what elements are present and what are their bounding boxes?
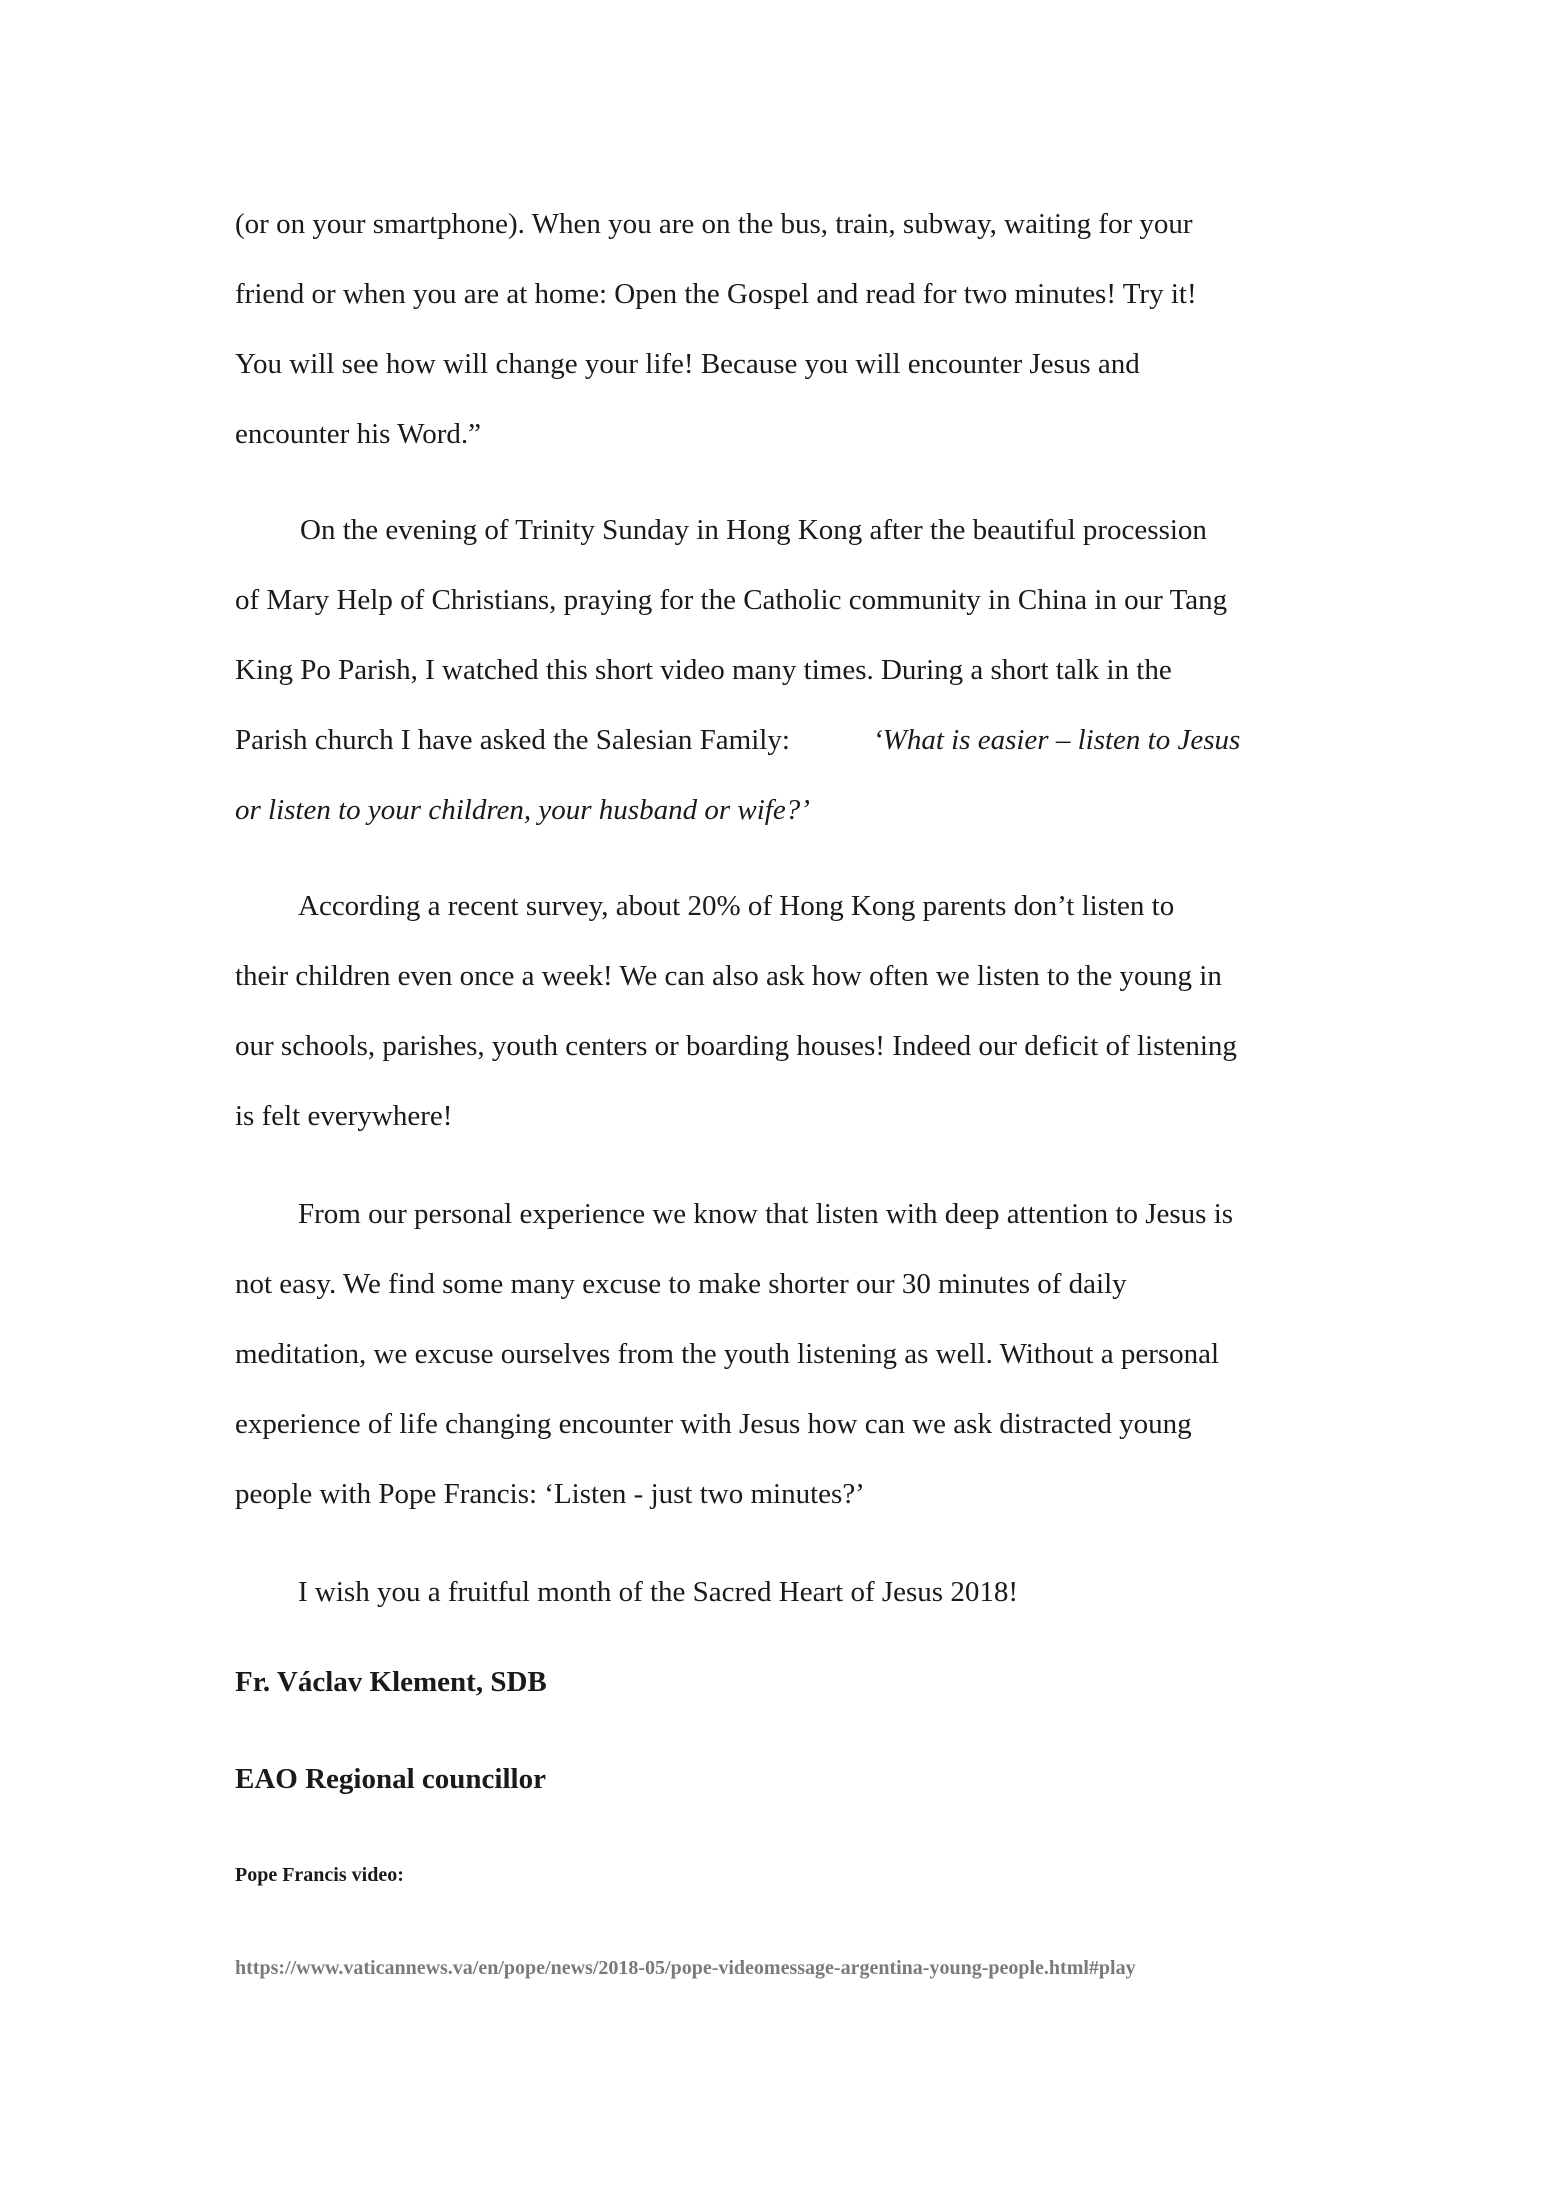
quote-line-4: ‘What is easier – listen to Jesus: [873, 724, 1241, 756]
paragraph-4-line-2: not easy. We find some many excuse to make shorter our 30 minutes of daily: [235, 1268, 1127, 1300]
video-url-link[interactable]: https://www.vaticannews.va/en/pope/news/2018-05/pope-videomessage-argentina-young-people.html#play: [235, 1957, 1136, 1979]
paragraph-2-line-4-text: Parish church I have asked the Salesian Family:: [235, 724, 790, 756]
paragraph-3-line-3: our schools, parishes, youth centers or boarding houses! Indeed our deficit of listening: [235, 1030, 1237, 1062]
paragraph-2-line-2: of Mary Help of Christians, praying for the Catholic community in China in our Tang: [235, 584, 1228, 616]
paragraph-2-line-4: [235, 723, 790, 757]
paragraph-2-line-3: King Po Parish, I watched this short video many times. During a short talk in the: [235, 654, 1172, 686]
paragraph-3-line-1: According a recent survey, about 20% of Hong Kong parents don’t listen to: [298, 890, 1175, 922]
paragraph-3-line-2: their children even once a week! We can also ask how often we listen to the young in: [235, 960, 1222, 992]
paragraph-4-line-5: people with Pope Francis: ‘Listen - just two minutes?’: [235, 1478, 865, 1510]
paragraph-4-line-4: experience of life changing encounter with Jesus how can we ask distracted young: [235, 1408, 1192, 1440]
paragraph-4-line-1: From our personal experience we know that listen with deep attention to Jesus is: [298, 1198, 1234, 1230]
paragraph-1-line-1: (or on your smartphone). When you are on the bus, train, subway, waiting for your: [235, 208, 1193, 240]
paragraph-2-line-1: On the evening of Trinity Sunday in Hong Kong after the beautiful procession: [300, 514, 1207, 546]
quote-line-5: or listen to your children, your husband or wife?’: [235, 794, 810, 826]
video-label: Pope Francis video:: [235, 1864, 404, 1886]
paragraph-1-line-2: friend or when you are at home: Open the Gospel and read for two minutes! Try it!: [235, 278, 1197, 310]
paragraph-1-line-3: You will see how will change your life! Because you will encounter Jesus and: [235, 348, 1140, 380]
signature-name: Fr. Václav Klement, SDB: [235, 1666, 547, 1698]
signature-role: EAO Regional councillor: [235, 1763, 546, 1795]
paragraph-3-line-4: is felt everywhere!: [235, 1100, 453, 1132]
closing-wish: I wish you a fruitful month of the Sacred Heart of Jesus 2018!: [298, 1576, 1019, 1608]
paragraph-1-line-4: encounter his Word.”: [235, 418, 481, 450]
paragraph-4-line-3: meditation, we excuse ourselves from the youth listening as well. Without a personal: [235, 1338, 1220, 1370]
